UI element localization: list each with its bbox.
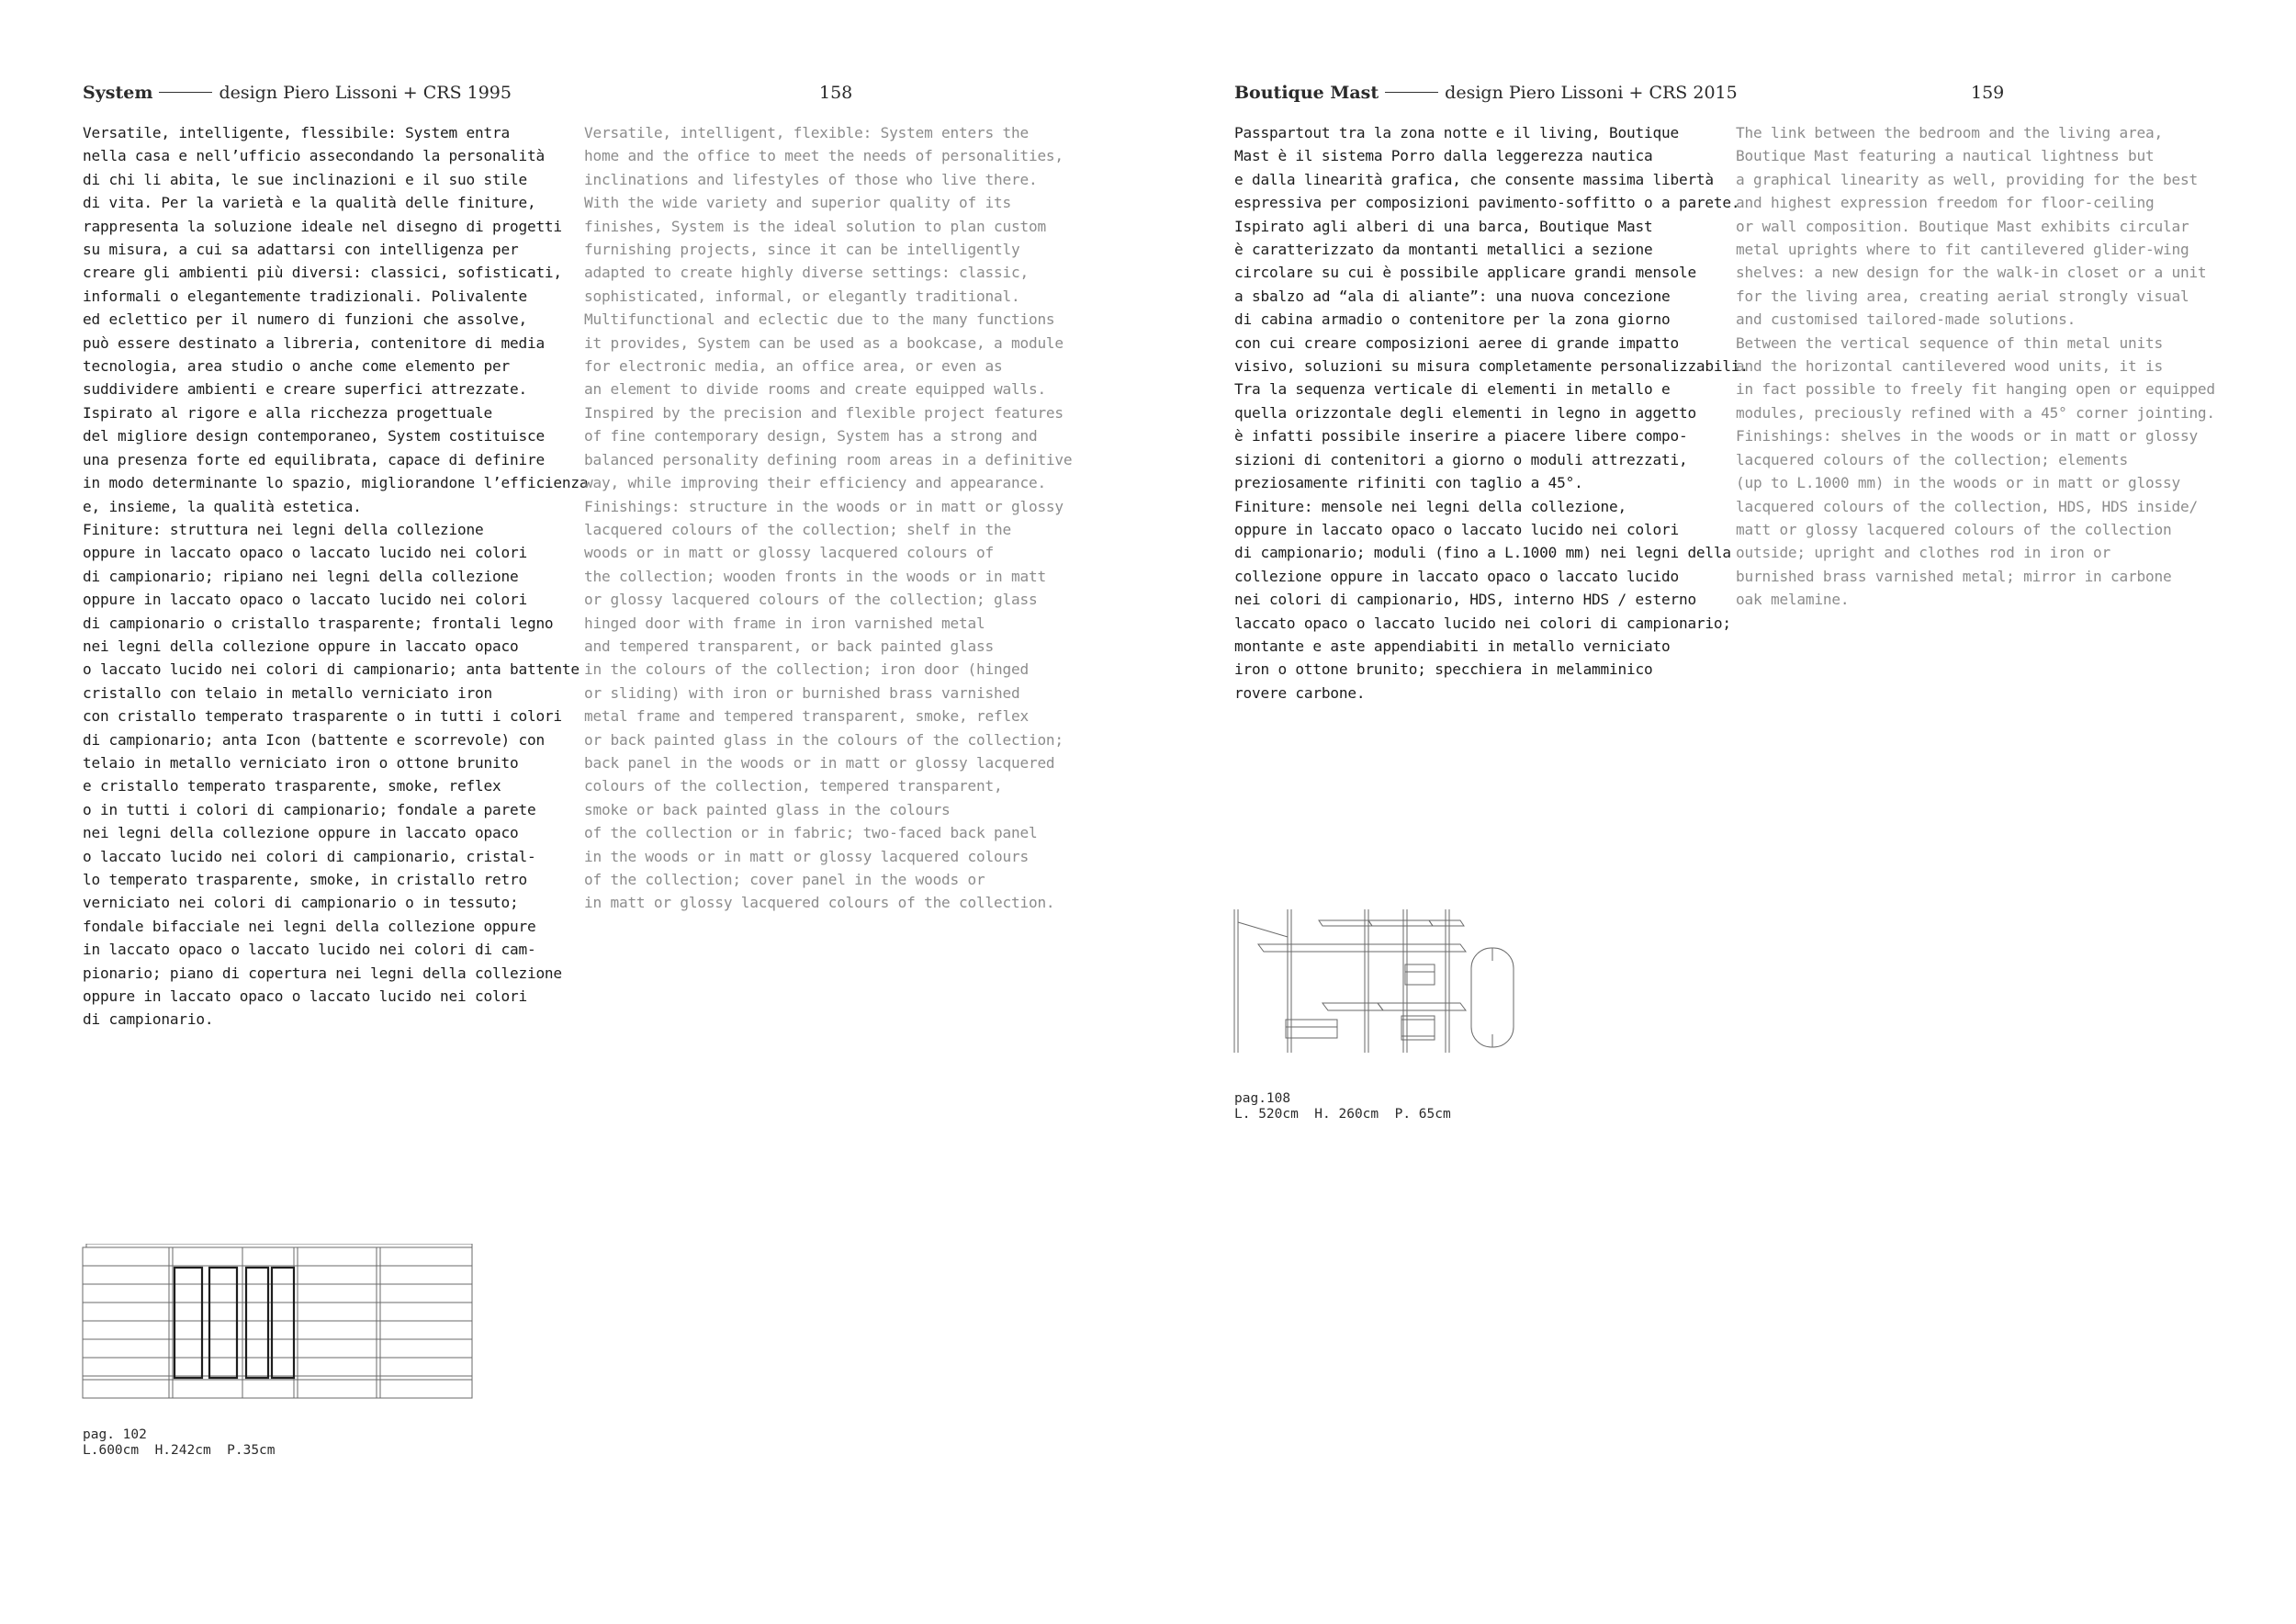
right-english-text: The link between the bedroom and the living area, Boutique Mast featuring a nautical lightness but a graphical linearity as well, providing for the best and highest expression freedom for floor-ceiling or wall composition. Boutique Mast exhibits circular metal uprights where to fit cantilevered glider-wing shelves: a new design for the walk-in closet or a unit for the living area, creating aerial strongly visual and customised tailored-made solutions. Between the vertical sequence of thin metal units and the horizontal cantilevered wood units, it is in fact possible to freely fit hanging open or equipped modules, preciously refined with a 45° corner jointing. Finishings: shelves in the woods or in matt or glossy lacquered colours of the collection; elements (up to L.1000 mm) in the woods or in matt or glossy lacquered colours of the collection, HDS, HDS inside/ matt or glossy lacquered colours of the collection outside; upright and clothes rod in iron or burnished brass varnished metal; mirror in carbone oak melamine.: [1736, 124, 2215, 609]
right-page-header: [1234, 83, 1738, 103]
system-bookcase-drawing: [81, 1244, 476, 1402]
left-dimensions-caption: pag. 102 L.600cm H.242cm P.35cm: [83, 1427, 276, 1458]
left-product-name: System: [83, 83, 153, 103]
left-italian-text: Versatile, intelligente, flessibile: System entra nella casa e nell’ufficio assecondando la personalità di chi li abita, le sue inclinazioni e il suo stile di vita. Per la varietà e la qualità delle finiture, rappresenta la soluzione ideale nel disegno di progetti su misura, a cui sa adattarsi con intelligenza per creare gli ambienti più diversi: classici, sofisticati, informali o elegantemente tradizionali. Polivalente ed eclettico per il numero di funzioni che assolve, può essere destinato a libreria, contenitore di media tecnologia, area studio o anche come elemento per suddividere ambienti e creare superfici attrezzate. Ispirato al rigore e alla ricchezza progettuale del migliore design contemporaneo, System costituisce una presenza forte ed equilibrata, capace di definire in modo determinante lo spazio, migliorandone l’efficienza e, insieme, la qualità estetica. Finiture: struttura nei legni della collezione oppure in laccato opaco o laccato lucido nei colori di campionario; ripiano nei legni della collezione oppure in laccato opaco o laccato lucido nei colori di campionario o cristallo trasparente; frontali legno nei legni della collezione oppure in laccato opaco o laccato lucido nei colori di campionario; anta battente cristallo con telaio in metallo verniciato iron con cristallo temperato trasparente o in tutti i colori di campionario; anta Icon (battente e scorrevole) con telaio in metallo verniciato iron o ottone brunito e cristallo temperato trasparente, smoke, reflex o in tutti i colori di campionario; fondale a parete nei legni della collezione oppure in laccato opaco o laccato lucido nei colori di campionario, cristal- lo temperato trasparente, smoke, in cristallo retro verniciato nei colori di campionario o in tessuto; fondale bifacciale nei legni della collezione oppure in laccato opaco o laccato lucido nei colori di cam- pionario; piano di copertura nei legni della collezione oppure in laccato opaco o laccato lucido nei colori di campionario.: [83, 124, 589, 1029]
left-header-dash: [159, 92, 212, 93]
right-designer-line: design Piero Lissoni + CRS 2015: [1445, 83, 1738, 103]
right-dimensions-caption: pag.108 L. 520cm H. 260cm P. 65cm: [1234, 1091, 1451, 1122]
left-page-number: 158: [819, 83, 853, 103]
left-designer-line: design Piero Lissoni + CRS 1995: [219, 83, 512, 103]
right-product-name: Boutique Mast: [1234, 83, 1379, 103]
right-header-dash: [1385, 92, 1438, 93]
right-page-number: 159: [1971, 83, 2005, 103]
left-english-text: Versatile, intelligent, flexible: System enters the home and the office to meet the needs of personalities, inclinations and lifestyles of those who live there. With the wide variety and superior quality of its finishes, System is the ideal solution to plan custom furnishing projects, since it can be intelligently adapted to create highly diverse settings: classic, sophisticated, informal, or elegantly traditional. Multifunctional and eclectic due to the many functions it provides, System can be used as a bookcase, a module for electronic media, an office area, or even as an element to divide rooms and create equipped walls. Inspired by the precision and flexible project features of fine contemporary design, System has a strong and balanced personality defining room areas in a definitive way, while improving their efficiency and appearance. Finishings: structure in the woods or in matt or glossy lacquered colours of the collection; shelf in the woods or in matt or glossy lacquered colours of the collection; wooden fronts in the woods or in matt or glossy lacquered colours of the collection; glass hinged door with frame in iron varnished metal and tempered transparent, or back painted glass in the colours of the collection; iron door (hinged or sliding) with iron or burnished brass varnished metal frame and tempered transparent, smoke, reflex or back painted glass in the colours of the collection; back panel in the woods or in matt or glossy lacquered colours of the collection, tempered transparent, smoke or back painted glass in the colours of the collection or in fabric; two-faced back panel in the woods or in matt or glossy lacquered colours of the collection; cover panel in the woods or in matt or glossy lacquered colours of the collection.: [584, 124, 1073, 912]
left-page-header: [83, 83, 512, 103]
boutique-mast-drawing: [1231, 908, 1525, 1054]
right-italian-text: Passpartout tra la zona notte e il living, Boutique Mast è il sistema Porro dalla leggerezza nautica e dalla linearità grafica, che consente massima libertà espressiva per composizioni pavimento-soffitto o a parete. Ispirato agli alberi di una barca, Boutique Mast è caratterizzato da montanti metallici a sezione circolare su cui è possibile applicare grandi mensole a sbalzo ad “ala di aliante”: una nuova concezione di cabina armadio o contenitore per la zona giorno con cui creare composizioni aeree di grande impatto visivo, soluzioni su misura completamente personalizzabili. Tra la sequenza verticale di elementi in metallo e quella orizzontale degli elementi in legno in aggetto è infatti possibile inserire a piacere libere compo- sizioni di contenitori a giorno o moduli attrezzati, preziosamente rifiniti con taglio a 45°. Finiture: mensole nei legni della collezione, oppure in laccato opaco o laccato lucido nei colori di campionario; moduli (fino a L.1000 mm) nei legni della collezione oppure in laccato opaco o laccato lucido nei colori di campionario, HDS, interno HDS / esterno laccato opaco o laccato lucido nei colori di campionario; montante e aste appendiabiti in metallo verniciato iron o ottone brunito; specchiera in melamminico rovere carbone.: [1234, 124, 1749, 702]
